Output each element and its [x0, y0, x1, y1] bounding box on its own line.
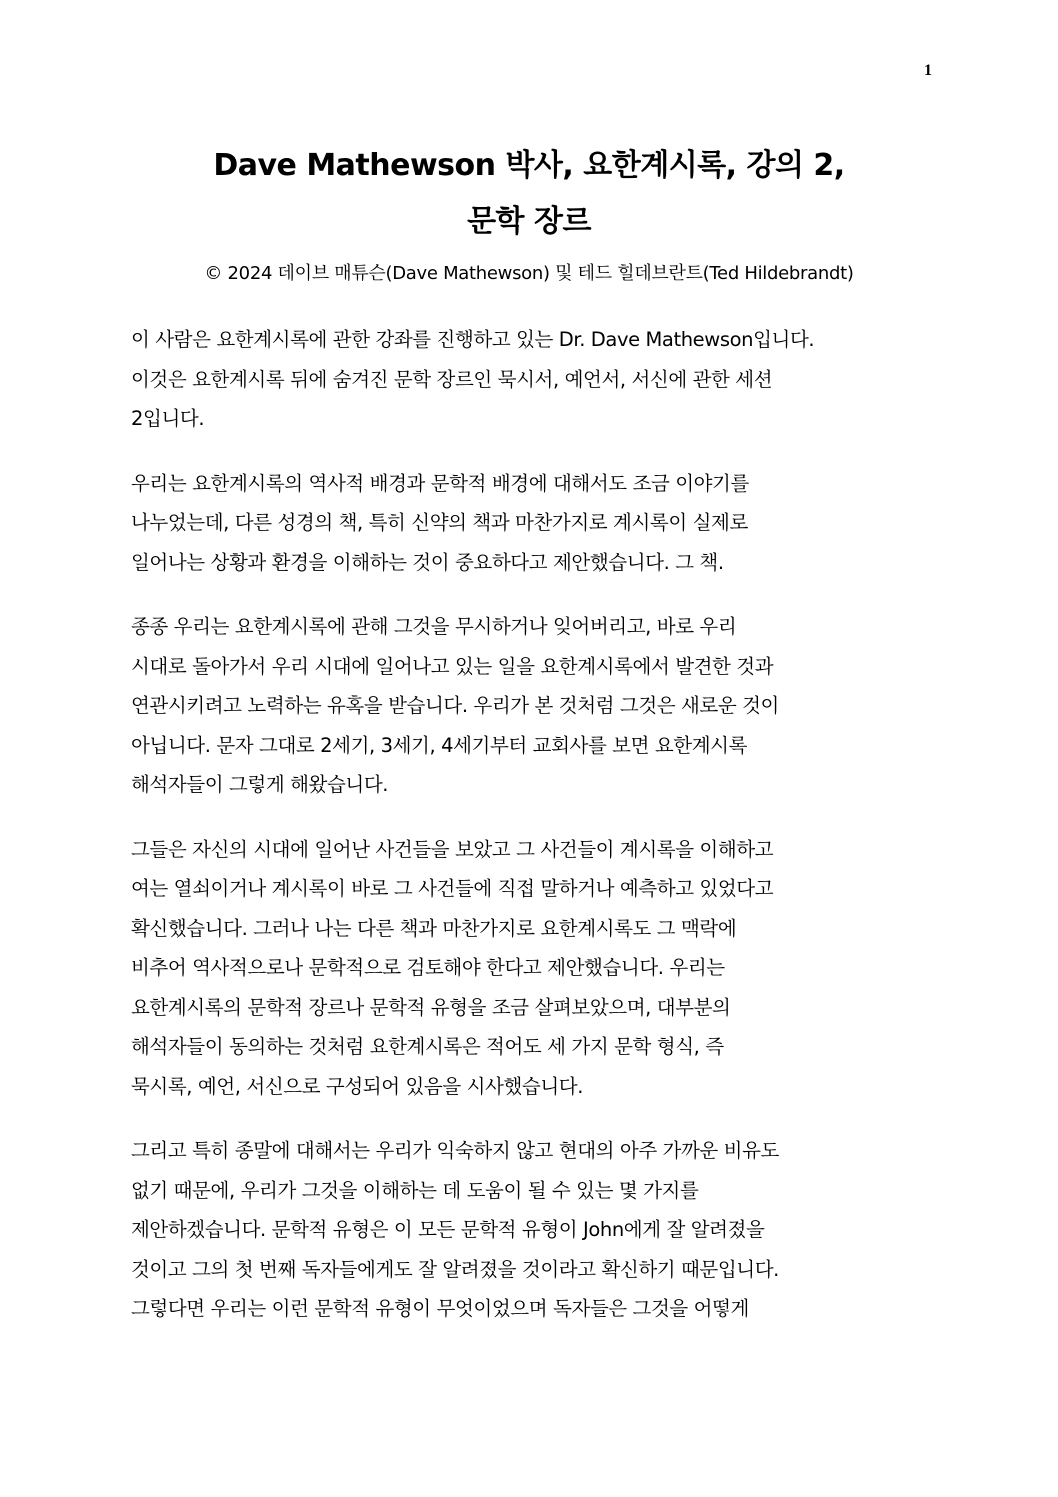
- paragraph-line: 그들은 자신의 시대에 일어난 사건들을 보았고 그 사건들이 계시록을 이해하고: [131, 837, 774, 861]
- paragraph-line: 없기 때문에, 우리가 그것을 이해하는 데 도움이 될 수 있는 몇 가지를: [131, 1178, 699, 1202]
- paragraph-4: [131, 830, 931, 1107]
- paragraph-line: 이것은 요한계시록 뒤에 숨겨진 문학 장르인 묵시서, 예언서, 서신에 관한 세션: [131, 367, 773, 391]
- paragraph-line: 해석자들이 동의하는 것처럼 요한계시록은 적어도 세 가지 문학 형식, 즉: [131, 1035, 724, 1058]
- paragraph-line: 우리는 요한계시록의 역사적 배경과 문학적 배경에 대해서도 조금 이야기를: [131, 471, 749, 495]
- paragraph-3: [131, 607, 931, 805]
- paragraph-line: 요한계시록의 문학적 장르나 문학적 유형을 조금 살펴보았으며, 대부분의: [131, 995, 731, 1019]
- paragraph-line: 종종 우리는 요한계시록에 관해 그것을 무시하거나 잊어버리고, 바로 우리: [131, 615, 737, 638]
- paragraph-line: 2입니다.: [131, 407, 205, 430]
- paragraph-line: 제안하겠습니다. 문학적 유형은 이 모든 문학적 유형이 John에게 잘 알려졌을: [131, 1218, 765, 1241]
- title-line-2: 문학 장르: [467, 204, 591, 239]
- paragraph-line: 시대로 돌아가서 우리 시대에 일어나고 있는 일을 요한계시록에서 발견한 것과: [131, 654, 774, 678]
- paragraph-5: [131, 1131, 931, 1329]
- copyright-notice: © 2024 데이브 매튜슨(Dave Mathewson) 및 테드 힐데브란트(Ted Hildebrandt): [204, 263, 854, 284]
- paragraph-line: 일어나는 상황과 환경을 이해하는 것이 중요하다고 제안했습니다. 그 책.: [131, 550, 724, 574]
- paragraph-line: 나누었는데, 다른 성경의 책, 특히 신약의 책과 마찬가지로 계시록이 실제로: [131, 511, 748, 534]
- paragraph-line: 비추어 역사적으로나 문학적으로 검토해야 한다고 제안했습니다. 우리는: [131, 956, 725, 979]
- paragraph-2: [131, 464, 931, 583]
- paragraph-line: 확신했습니다. 그러나 나는 다른 책과 마찬가지로 요한계시록도 그 맥락에: [131, 916, 737, 940]
- paragraph-line: 묵시록, 예언, 서신으로 구성되어 있음을 시사했습니다.: [131, 1074, 584, 1098]
- paragraph-line: 그렇다면 우리는 이런 문학적 유형이 무엇이었으며 독자들은 그것을 어떻게: [131, 1297, 749, 1320]
- paragraph-1: [131, 320, 931, 439]
- paragraph-line: 아닙니다. 문자 그대로 2세기, 3세기, 4세기부터 교회사를 보면 요한계시록: [131, 733, 748, 757]
- paragraph-line: 여는 열쇠이거나 계시록이 바로 그 사건들에 직접 말하거나 예측하고 있었다고: [131, 877, 774, 900]
- paragraph-line: 그리고 특히 종말에 대해서는 우리가 익숙하지 않고 현대의 아주 가까운 비유도: [131, 1139, 779, 1162]
- body-text: [131, 320, 931, 1354]
- paragraph-line: 것이고 그의 첫 번째 독자들에게도 잘 알려졌을 것이라고 확신하기 때문입니다.: [131, 1257, 779, 1281]
- page-number: 1: [924, 62, 932, 79]
- paragraph-line: 연관시키려고 노력하는 유혹을 받습니다. 우리가 본 것처럼 그것은 새로운 것이: [131, 694, 779, 717]
- title-line-1: Dave Mathewson 박사, 요한계시록, 강의 2,: [213, 148, 845, 183]
- document-title: [0, 138, 1058, 250]
- paragraph-line: 해석자들이 그렇게 해왔습니다.: [131, 773, 389, 796]
- paragraph-line: 이 사람은 요한계시록에 관한 강좌를 진행하고 있는 Dr. Dave Mathewson입니다.: [131, 328, 815, 351]
